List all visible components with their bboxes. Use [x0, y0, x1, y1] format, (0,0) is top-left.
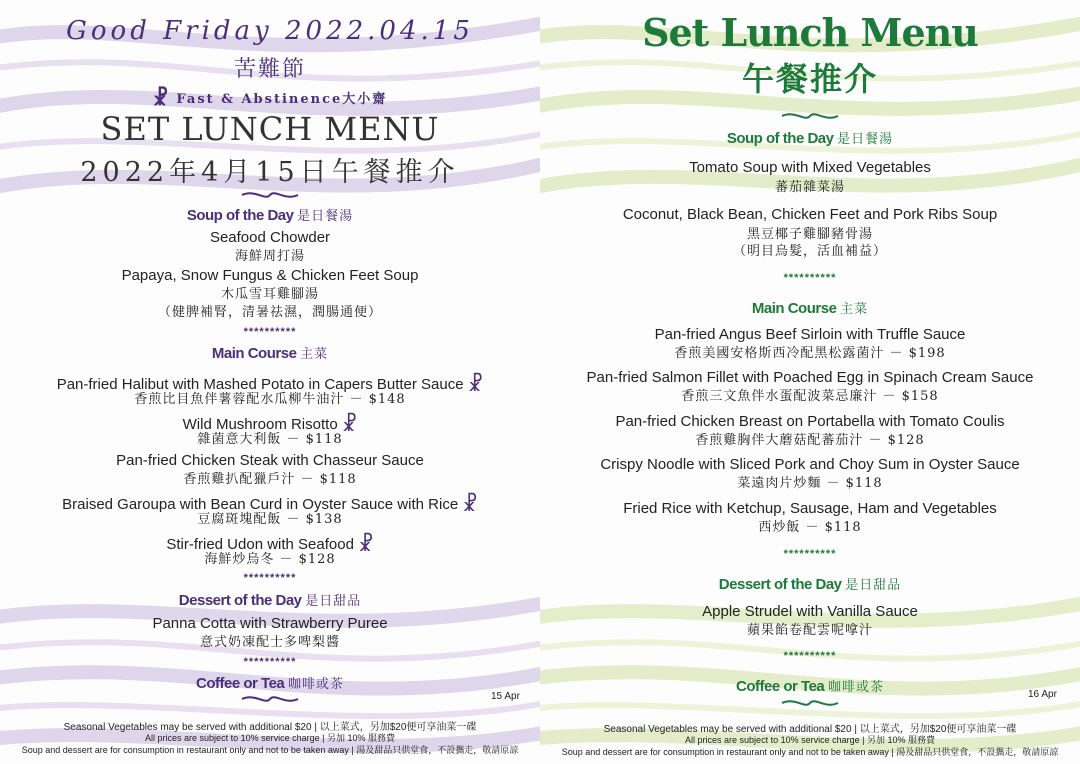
- main-2-name: Pan-fried Salmon Fillet with Poached Egg in Spinach Cream Sauce: [586, 369, 1034, 386]
- stars-divider: **********: [783, 548, 837, 560]
- dessert-name: Panna Cotta with Strawberry Puree: [152, 615, 388, 632]
- main-3-price: 香煎雞胸伴大蘑菇配蕃茄汁 － $128: [695, 433, 925, 448]
- main-2-price: 香煎三文魚伴水蛋配波菜忌廉汁 － $158: [681, 389, 939, 404]
- menu-title: SET LUNCH MENU: [100, 110, 440, 148]
- date-tag: 16 Apr: [1028, 689, 1057, 700]
- chi-rho-icon: ☧: [152, 86, 171, 110]
- main-3-name: Pan-fried Chicken Steak with Chasseur Sauce: [116, 452, 424, 469]
- main-2-name: Wild Mushroom Risotto ☧: [182, 412, 358, 436]
- main-1-price: 香煎美國安格斯西冷配黑松露菌汁 － $198: [674, 346, 946, 361]
- footer-dine-in: Soup and dessert are for consumption in restaurant only and not to be taken away | 湯及甜品只供堂食，不設攜走，敬請原諒: [21, 745, 519, 755]
- footer-vegetables: Seasonal Vegetables may be served with additional $20 | 以上菜式，另加$20便可享油菜一碟: [603, 724, 1017, 735]
- menu-title-zh: 午餐推介: [741, 60, 878, 98]
- soup-2-name: Coconut, Black Bean, Chicken Feet and Pork Ribs Soup: [622, 206, 998, 223]
- chi-rho-icon: ☧: [467, 372, 484, 396]
- fast-line: [0, 86, 540, 110]
- soup-1-name: Seafood Chowder: [209, 229, 331, 246]
- coffee-heading: Coffee or Tea 咖啡或茶: [736, 678, 884, 695]
- menu-title-zh: 2022年4月15日午餐推介: [80, 157, 460, 188]
- event-title: Good Friday 2022.04.15: [66, 16, 474, 46]
- soup-1-name-zh: 蕃茄雜菜湯: [774, 180, 845, 195]
- coffee-heading: Coffee or Tea 咖啡或茶: [196, 675, 344, 692]
- main-4-price: 菜遠肉片炒麵 － $118: [737, 476, 883, 491]
- soup-2-note: （健脾補腎，清暑祛濕，潤腸通便）: [157, 305, 382, 320]
- main-course-heading: Main Course 主菜: [211, 345, 329, 362]
- stars-divider: **********: [783, 272, 837, 284]
- dessert-name-zh: 意式奶凍配士多啤梨醬: [199, 635, 340, 650]
- stars-divider: **********: [243, 572, 297, 584]
- main-3-price: 香煎雞扒配獵戶汁 － $118: [183, 472, 357, 487]
- stars-divider: **********: [243, 326, 297, 338]
- main-5-name: Fried Rice with Ketchup, Sausage, Ham and Vegetables: [623, 500, 997, 517]
- main-2-price: 雜菌意大利飯 － $118: [197, 432, 343, 447]
- dessert-heading: Dessert of the Day 是日甜品: [178, 592, 362, 609]
- soup-1-name-zh: 海鮮周打湯: [234, 249, 305, 264]
- soup-2-name-zh: 木瓜雪耳雞腳湯: [220, 287, 319, 302]
- main-4-name: Braised Garoupa with Bean Curd in Oyster Sauce with Rice ☧: [62, 492, 478, 516]
- chi-rho-icon: ☧: [462, 492, 478, 516]
- dessert-name-zh: 蘋果餡卷配雲呢嗱汁: [746, 623, 873, 638]
- chi-rho-icon: ☧: [357, 532, 374, 556]
- menu-title: Set Lunch Menu: [642, 10, 978, 55]
- dessert-name: Apple Strudel with Vanilla Sauce: [702, 603, 918, 620]
- main-4-price: 豆腐斑塊配飯 － $138: [197, 512, 343, 527]
- date-tag: 15 Apr: [491, 691, 520, 702]
- stars-divider: **********: [783, 650, 837, 662]
- ornament-divider-icon: [240, 693, 300, 705]
- main-1-name: Pan-fried Angus Beef Sirloin with Truffle Sauce: [654, 326, 966, 343]
- main-4-name: Crispy Noodle with Sliced Pork and Choy Sum in Oyster Sauce: [600, 456, 1020, 473]
- main-5-name: Stir-fried Udon with Seafood ☧: [166, 532, 374, 556]
- ornament-divider-icon: [240, 189, 300, 201]
- main-3-name: Pan-fried Chicken Breast on Portabella with Tomato Coulis: [615, 413, 1005, 430]
- soup-1-name: Tomato Soup with Mixed Vegetables: [689, 159, 931, 176]
- set-lunch-menu-panel: [540, 0, 1080, 764]
- dessert-heading: Dessert of the Day 是日甜品: [718, 576, 902, 593]
- soup-heading: Soup of the Day 是日餐湯: [726, 130, 894, 147]
- fast-label: Fast & Abstinence: [176, 92, 343, 107]
- footer-service-charge: All prices are subject to 10% service charge | 另加 10% 服務費: [145, 733, 395, 743]
- main-course-heading: Main Course 主菜: [751, 300, 869, 317]
- soup-2-note: （明目烏髮，活血補益）: [732, 244, 887, 259]
- fast-label-zh: 大小齋: [342, 92, 388, 107]
- main-5-price: 西炒飯 － $118: [758, 520, 862, 535]
- footer-service-charge: All prices are subject to 10% service charge | 另加 10% 服務費: [685, 735, 935, 745]
- footer-vegetables: Seasonal Vegetables may be served with additional $20 | 以上菜式，另加$20便可享油菜一碟: [63, 722, 477, 733]
- stars-divider: **********: [243, 656, 297, 668]
- soup-2-name-zh: 黑豆椰子雞腳豬骨湯: [746, 227, 873, 242]
- chi-rho-icon: ☧: [341, 412, 358, 436]
- main-1-price: 香煎比目魚伴薯蓉配水瓜柳牛油汁 － $148: [134, 392, 406, 407]
- footer-dine-in: Soup and dessert are for consumption in restaurant only and not to be taken away | 湯及甜品只供堂食，不設攜走，敬請原諒: [561, 747, 1059, 757]
- soup-2-name: Papaya, Snow Fungus & Chicken Feet Soup: [121, 267, 419, 284]
- ornament-divider-icon: [780, 110, 840, 122]
- ornament-divider-icon: [780, 697, 840, 709]
- soup-heading: Soup of the Day 是日餐湯: [186, 207, 354, 224]
- main-1-name: Pan-fried Halibut with Mashed Potato in Capers Butter Sauce ☧: [56, 372, 484, 396]
- main-5-price: 海鮮炒烏冬 － $128: [204, 552, 336, 567]
- event-title-zh: 苦難節: [233, 57, 306, 82]
